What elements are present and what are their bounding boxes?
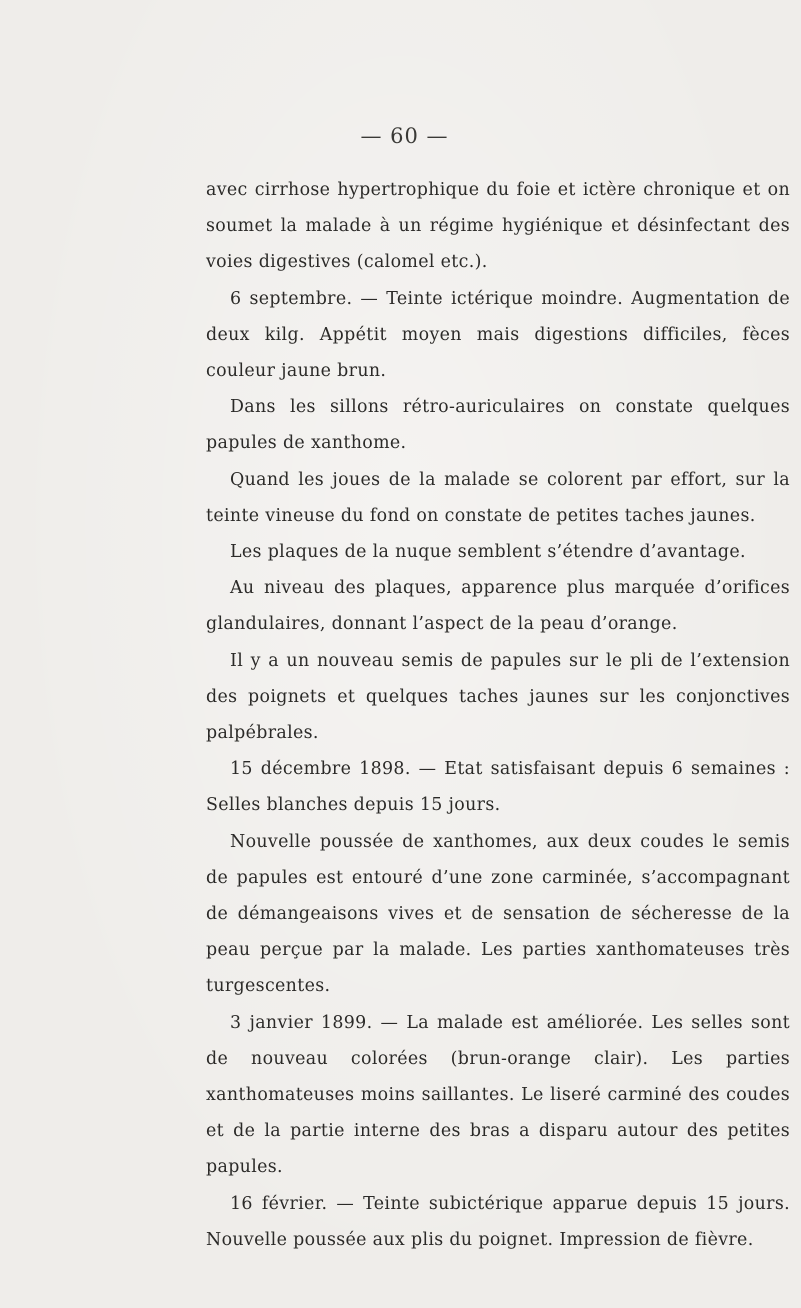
paragraph: 16 février. — Teinte subictérique apparue depuis 15 jours. Nouvelle poussée aux plis du poignet. Impression de fièvre. [206, 1193, 790, 1250]
paragraph: Nouvelle poussée de xanthomes, aux deux coudes le semis de papules est entouré d’une zone carminée, s’accompagnant de démangeaisons vives et de sensation de sécheresse de la peau perçue par la malade. Les parties xanthomateuses très turgescentes. [206, 831, 790, 997]
paragraph: Les plaques de la nuque semblent s’étendre d’avantage. [230, 542, 746, 563]
page-body [206, 172, 790, 1258]
page-number: — 60 — [360, 124, 449, 148]
paragraph: avec cirrhose hypertrophique du foie et ictère chronique et on soumet la malade à un régime hygiénique et désinfectant des voies digestives (calomel etc.). [206, 180, 790, 273]
paragraph: 6 septembre. — Teinte ictérique moindre. Augmentation de deux kilg. Appétit moyen mais digestions difficiles, fèces couleur jaune brun. [206, 288, 790, 382]
paragraph: Dans les sillons rétro-auriculaires on constate quelques papules de xanthome. [206, 397, 790, 454]
paragraph: 3 janvier 1899. — La malade est améliorée. Les selles sont de nouveau colorées (brun-orange clair). Les parties xanthomateuses moins saillantes. Le liseré carminé des coudes et de la partie interne des bras a disparu autour des petites papules. [206, 1012, 790, 1178]
paragraph: Au niveau des plaques, apparence plus marquée d’orifices glandulaires, donnant l’aspect de la peau d’orange. [206, 578, 790, 635]
paragraph: Quand les joues de la malade se colorent par effort, sur la teinte vineuse du fond on constate de petites taches jaunes. [206, 469, 790, 526]
paragraph: Il y a un nouveau semis de papules sur le pli de l’extension des poignets et quelques taches jaunes sur les conjonctives palpébrales. [206, 650, 790, 744]
paragraph: 15 décembre 1898. — Etat satisfaisant depuis 6 semaines : Selles blanches depuis 15 jours. [206, 759, 790, 816]
